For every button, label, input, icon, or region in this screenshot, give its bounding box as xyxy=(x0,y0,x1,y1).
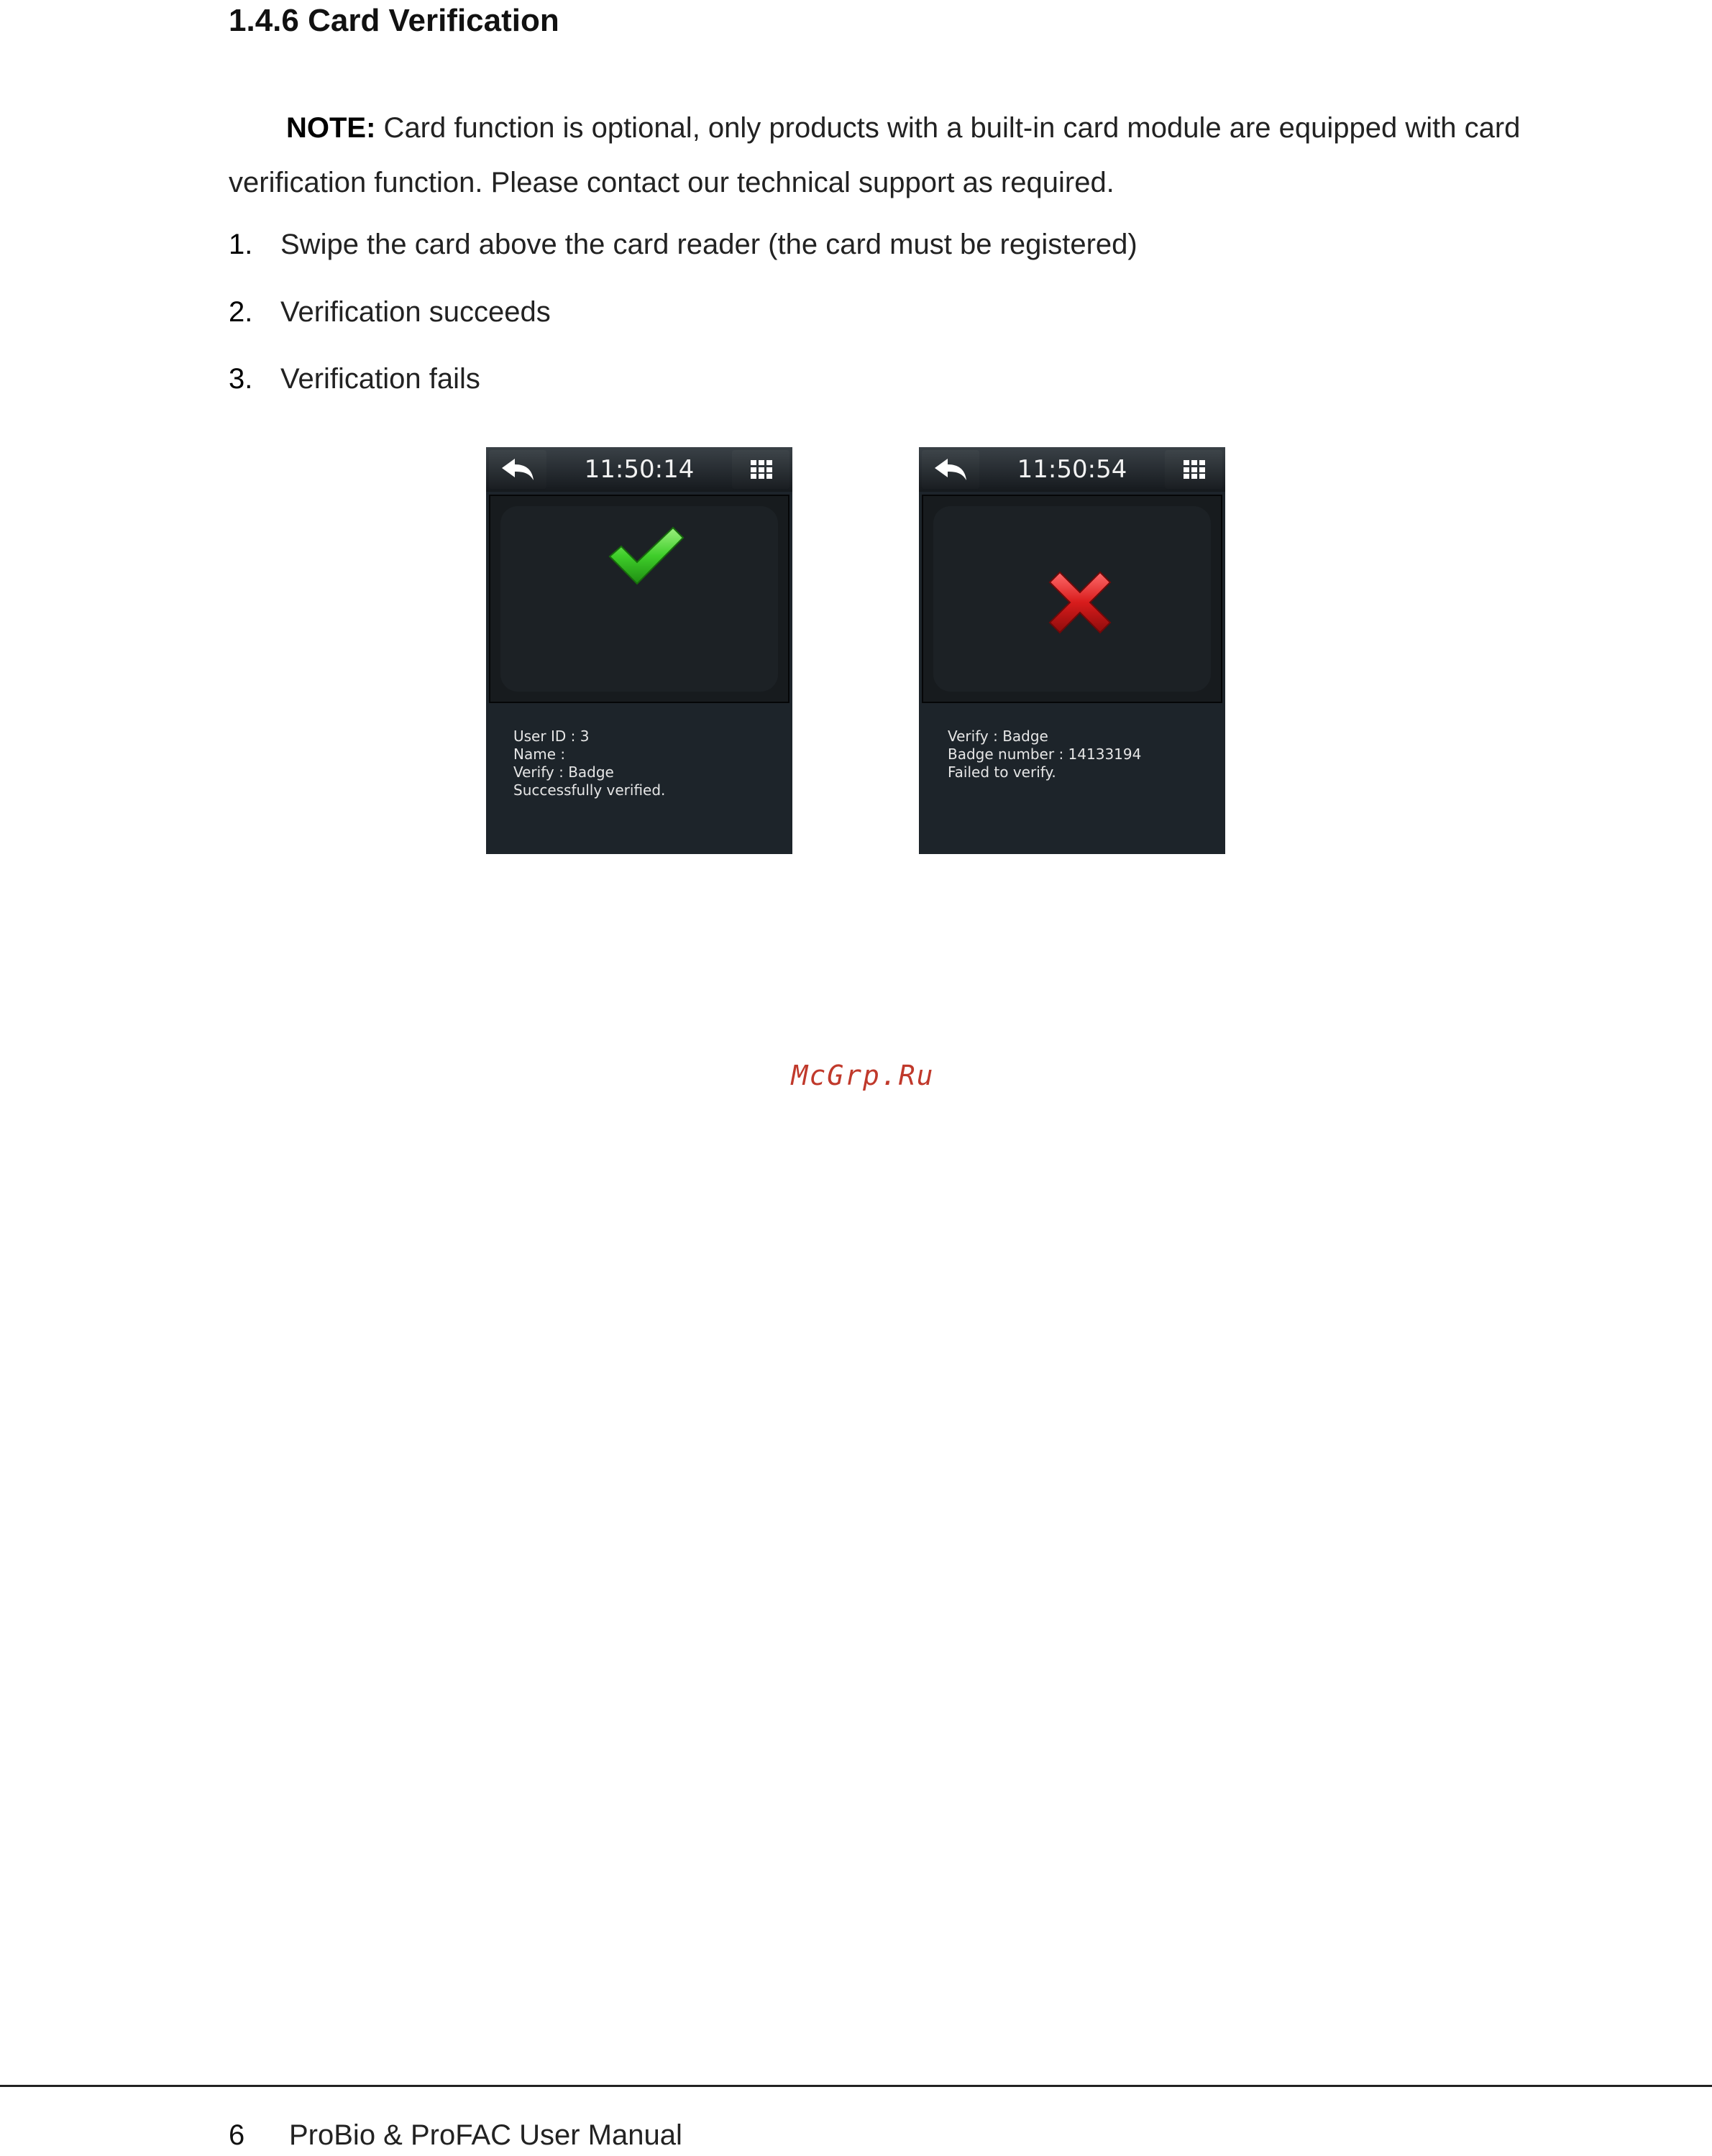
note-paragraph xyxy=(229,101,1523,210)
info-line: Verify : Badge xyxy=(513,763,614,781)
step-text: Swipe the card above the card reader (the card must be registered) xyxy=(280,229,1137,260)
step-text: Verification fails xyxy=(280,363,480,395)
grid-menu-icon xyxy=(751,460,772,479)
verification-info xyxy=(513,728,665,799)
success-screen xyxy=(486,447,792,854)
note-text: Card function is optional, only products with a built-in card module are equipped with card verification function. Please contact our technical support as required. xyxy=(229,112,1521,198)
back-button[interactable] xyxy=(489,450,546,489)
note-label: NOTE: xyxy=(286,112,376,144)
section-title: 1.4.6 Card Verification xyxy=(229,3,559,38)
menu-button[interactable] xyxy=(1165,450,1222,489)
status-panel xyxy=(922,495,1222,703)
top-bar xyxy=(486,447,792,492)
status-panel xyxy=(489,495,789,703)
list-item xyxy=(229,363,480,395)
status-panel-inner xyxy=(933,506,1211,692)
back-arrow-icon xyxy=(933,457,968,482)
list-item xyxy=(229,229,1137,261)
top-bar xyxy=(919,447,1225,492)
watermark: McGrp.Ru xyxy=(791,1060,935,1091)
clock-time: 11:50:14 xyxy=(584,455,695,484)
verification-info xyxy=(948,728,1141,781)
cross-mark-icon xyxy=(1047,569,1113,636)
list-item xyxy=(229,296,551,329)
grid-menu-icon xyxy=(1184,460,1205,479)
footer-divider xyxy=(0,2085,1712,2087)
step-text: Verification succeeds xyxy=(280,296,551,328)
info-line: Verify : Badge xyxy=(948,728,1048,745)
clock-time: 11:50:54 xyxy=(1017,455,1127,484)
page-number: 6 xyxy=(229,2119,245,2151)
footer-title: ProBio & ProFAC User Manual xyxy=(289,2119,682,2151)
step-number: 2. xyxy=(229,296,253,328)
menu-button[interactable] xyxy=(732,450,789,489)
back-button[interactable] xyxy=(922,450,979,489)
step-number: 3. xyxy=(229,363,253,395)
status-panel-inner xyxy=(500,506,778,692)
info-line: User ID : 3 xyxy=(513,728,590,745)
back-arrow-icon xyxy=(500,457,535,482)
info-line: Badge number : 14133194 xyxy=(948,746,1142,763)
check-mark-icon xyxy=(607,525,686,587)
info-line: Name : xyxy=(513,746,566,763)
info-line: Failed to verify. xyxy=(948,763,1056,781)
step-number: 1. xyxy=(229,229,253,260)
failure-screen xyxy=(919,447,1225,854)
info-line: Successfully verified. xyxy=(513,781,666,799)
